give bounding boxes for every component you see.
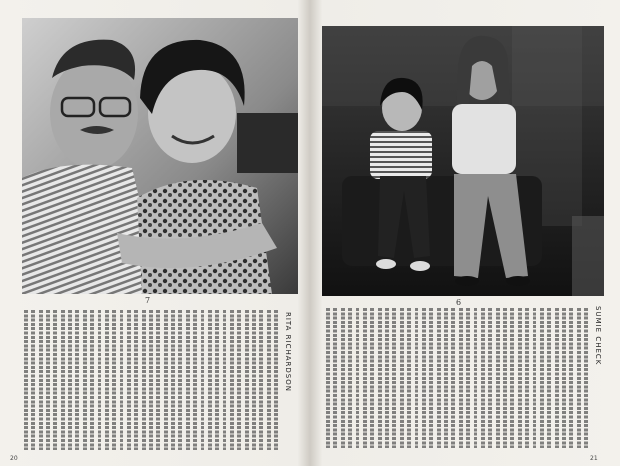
portrait-photo-couple-left [22, 18, 298, 294]
portrait-photo-couple-right [322, 26, 604, 296]
page-number: 21 [590, 455, 598, 462]
photo-caption-number: 6 [456, 298, 462, 307]
photo-illustration [322, 26, 604, 296]
article-heading: RITA RICHARDSON [284, 312, 292, 392]
photo-illustration [22, 18, 298, 294]
left-page [0, 0, 308, 466]
right-page [312, 0, 620, 466]
photo-caption-number: 7 [145, 296, 151, 305]
article-heading: SUMIE CHECK [594, 306, 602, 366]
page-number: 20 [10, 455, 18, 462]
vertical-text-body [24, 310, 278, 450]
vertical-text-body [326, 308, 588, 448]
